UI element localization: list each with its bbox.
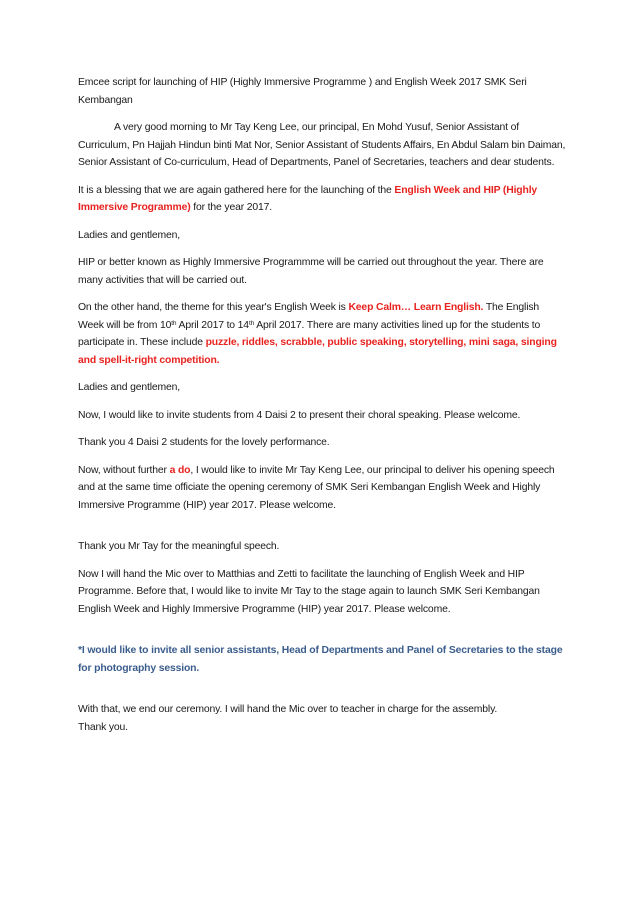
mic-paragraph: Now I will hand the Mic over to Matthias and Zetti to facilitate the launching of English Week and HIP Programme. Before that, I would like to invite Mr Tay to the stage again to launch SMK Seri Kembangan English Week and Highly Immersive Programme (HIP) year 2017. Please welcome. — [78, 568, 540, 615]
theme-highlight: Keep Calm… Learn English. — [348, 302, 484, 313]
thanks-daisi-paragraph: Thank you 4 Daisi 2 students for the lovely performance. — [78, 437, 330, 448]
theme-paragraph — [78, 299, 566, 369]
thank-you-line: Thank you. — [78, 721, 128, 733]
theme-text-4: April 2017. There are many activities lined up for the students to participate in. These include — [78, 319, 541, 348]
activities-highlight: puzzle, riddles, scrabble, public speaking, storytelling, mini saga, singing and spell-it-right competition. — [78, 337, 557, 366]
blessing-text-after: for the year 2017. — [190, 202, 272, 213]
hip-paragraph: HIP or better known as Highly Immersive Programmme will be carried out throughout the year. There are many activities that will be carried out. — [78, 257, 544, 286]
greeting-paragraph: A very good morning to Mr Tay Keng Lee, our principal, En Mohd Yusuf, Senior Assistant of Curriculum, Pn Hajjah Hindun binti Mat Nor, Senior Assistant of Students Affairs, En Abdul Salam bin Daiman, Senior Assistant of Co-curriculum, Head of Departments, Panel of Secretaries, teachers and dear students. — [78, 122, 566, 168]
theme-text-1: On the other hand, the theme for this year's English Week is — [78, 302, 349, 313]
blessing-paragraph — [78, 182, 566, 217]
principal-text-after: , I would like to invite Mr Tay Keng Lee, our principal to deliver his opening speech and at the same time officiate the opening ceremony of SMK Seri Kembangan English Week and Highly Immersive Programme (HIP) year 2017. Please welcome. — [78, 464, 555, 511]
ladies-gentlemen-1: Ladies and gentlemen, — [78, 229, 180, 241]
blessing-text-before: It is a blessing that we are again gathered here for the launching of the — [78, 184, 395, 196]
theme-text-2: The English Week will be from 10 — [78, 302, 540, 331]
thanks-tay-paragraph: Thank you Mr Tay for the meaningful speech. — [78, 541, 280, 552]
theme-text-3: April 2017 to 14 — [176, 319, 249, 331]
document-body — [78, 74, 566, 746]
principal-text-before: Now, without further — [78, 464, 170, 476]
photography-paragraph: *I would like to invite all senior assistants, Head of Departments and Panel of Secretaries to the stage for photography session. — [78, 645, 563, 674]
date-suffix-2: th — [248, 319, 255, 327]
event-name-highlight: English Week and HIP (Highly Immersive Programme) — [78, 184, 538, 213]
choral-paragraph: Now, I would like to invite students from 4 Daisi 2 to present their choral speaking. Please welcome. — [78, 409, 521, 421]
ladies-gentlemen-2: Ladies and gentlemen, — [78, 382, 180, 393]
principal-paragraph — [78, 462, 566, 515]
document-title: Emcee script for launching of HIP (Highly Immersive Programme ) and English Week 2017 SMK Seri Kembangan — [78, 77, 527, 106]
ado-highlight: a do — [169, 464, 191, 476]
ending-paragraph: With that, we end our ceremony. I will hand the Mic over to teacher in charge for the assembly. — [78, 704, 498, 715]
date-suffix-1: th — [171, 319, 177, 327]
